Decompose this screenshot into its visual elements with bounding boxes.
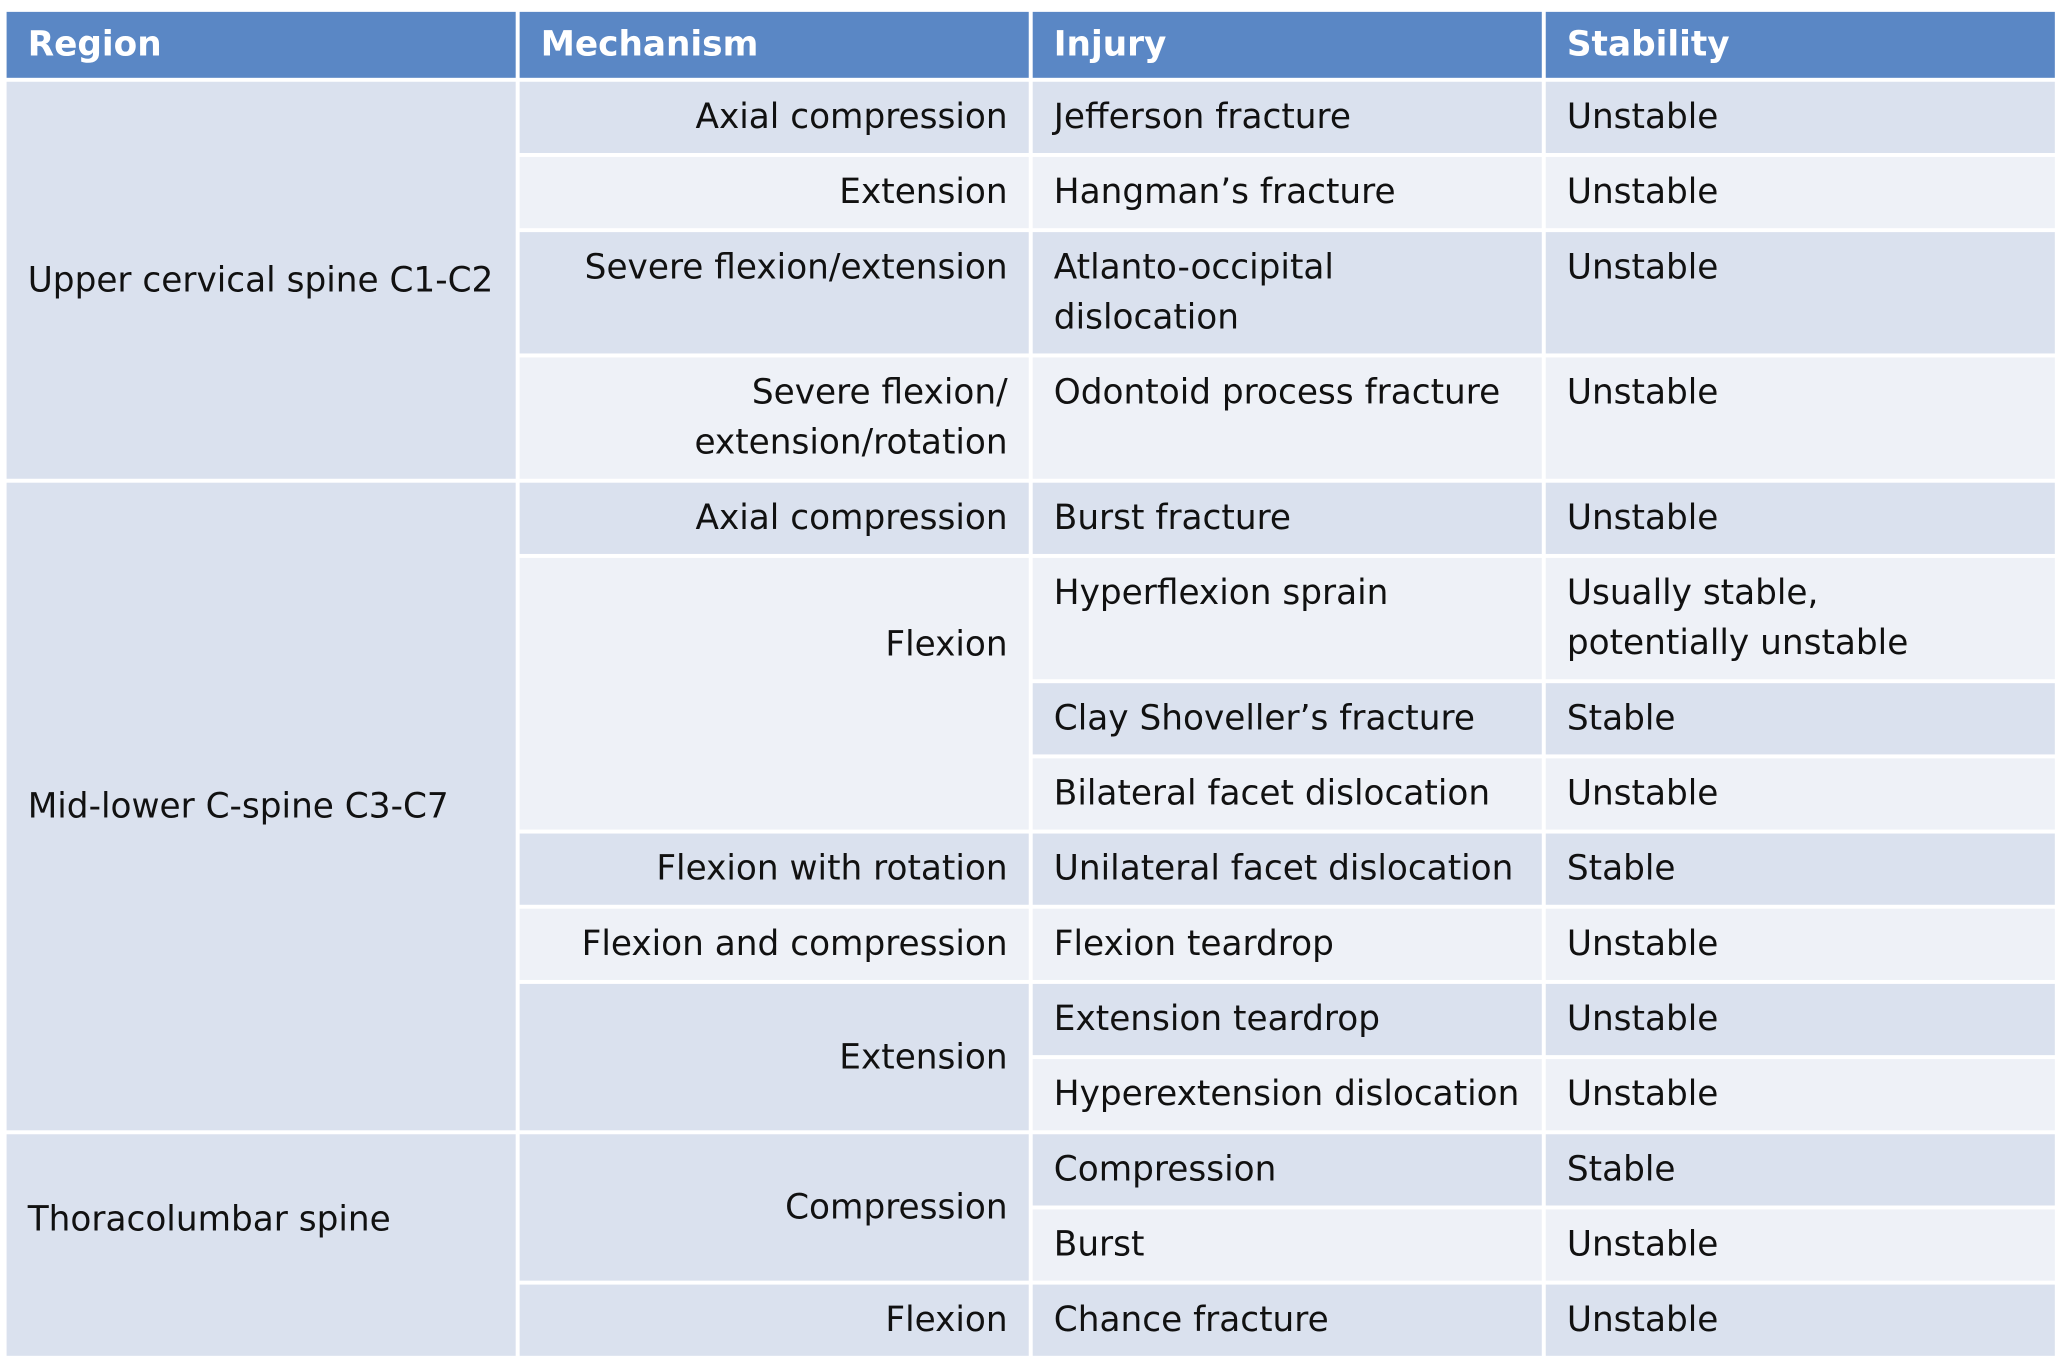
stability-cell: Unstable: [1546, 909, 2055, 980]
injury-cell: Clay Shoveller’s fracture: [1033, 683, 1542, 754]
mechanism-cell: Compression: [520, 1134, 1029, 1280]
injury-cell: Burst fracture: [1033, 483, 1542, 554]
mechanism-cell: Flexion: [520, 1285, 1029, 1356]
stability-cell: Stable: [1546, 1134, 2055, 1205]
spine-injury-table: [3, 8, 2059, 1360]
region-cell: Mid-lower C-spine C3-C7: [7, 483, 516, 1131]
injury-cell: Bilateral facet dislocation: [1033, 758, 1542, 829]
stability-cell: Unstable: [1546, 232, 2055, 353]
stability-cell: Unstable: [1546, 1209, 2055, 1280]
mechanism-cell: Flexion: [520, 558, 1029, 830]
injury-cell: Chance fracture: [1033, 1285, 1542, 1356]
injury-cell: Odontoid process fracture: [1033, 357, 1542, 478]
mechanism-cell: Axial compression: [520, 82, 1029, 153]
injury-cell: Extension teardrop: [1033, 984, 1542, 1055]
injury-cell: Jefferson fracture: [1033, 82, 1542, 153]
mechanism-cell: Flexion with rotation: [520, 834, 1029, 905]
mechanism-cell: Extension: [520, 984, 1029, 1130]
mechanism-cell: Axial compression: [520, 483, 1029, 554]
stability-cell: Unstable: [1546, 157, 2055, 228]
mechanism-cell: Extension: [520, 157, 1029, 228]
stability-cell: Unstable: [1546, 82, 2055, 153]
header-row: [7, 12, 2055, 78]
mechanism-cell: [520, 357, 1029, 478]
injury-cell: Hangman’s fracture: [1033, 157, 1542, 228]
stability-cell: Unstable: [1546, 984, 2055, 1055]
stability-cell: Unstable: [1546, 1059, 2055, 1130]
table-row: [7, 82, 2055, 153]
injury-cell: Hyperextension dislocation: [1033, 1059, 1542, 1130]
injury-cell: Burst: [1033, 1209, 1542, 1280]
mechanism-line: extension/rotation: [694, 423, 1008, 463]
stability-cell: Unstable: [1546, 1285, 2055, 1356]
stability-cell: Stable: [1546, 683, 2055, 754]
mechanism-cell: Flexion and compression: [520, 909, 1029, 980]
table-row: [7, 1134, 2055, 1205]
injury-cell: Flexion teardrop: [1033, 909, 1542, 980]
injury-cell: Compression: [1033, 1134, 1542, 1205]
stability-cell: Unstable: [1546, 357, 2055, 478]
injury-cell: Unilateral facet dislocation: [1033, 834, 1542, 905]
stability-cell: Stable: [1546, 834, 2055, 905]
region-cell: Thoracolumbar spine: [7, 1134, 516, 1356]
injury-cell: Atlanto-occipital dislocation: [1033, 232, 1542, 353]
header-stability: Stability: [1546, 12, 2055, 78]
stability-cell: Unstable: [1546, 483, 2055, 554]
table-row: [7, 483, 2055, 554]
stability-cell: Unstable: [1546, 758, 2055, 829]
region-cell: Upper cervical spine C1-C2: [7, 82, 516, 479]
mechanism-line: Severe flexion/: [751, 373, 1008, 413]
stability-line: potentially unstable: [1566, 623, 1909, 664]
header-injury: Injury: [1033, 12, 1542, 78]
stability-cell: [1546, 558, 2055, 679]
header-region: Region: [7, 12, 516, 78]
mechanism-cell: Severe flexion/extension: [520, 232, 1029, 353]
header-mechanism: Mechanism: [520, 12, 1029, 78]
stability-line: Usually stable,: [1566, 573, 1819, 614]
injury-cell: Hyperflexion sprain: [1033, 558, 1542, 679]
